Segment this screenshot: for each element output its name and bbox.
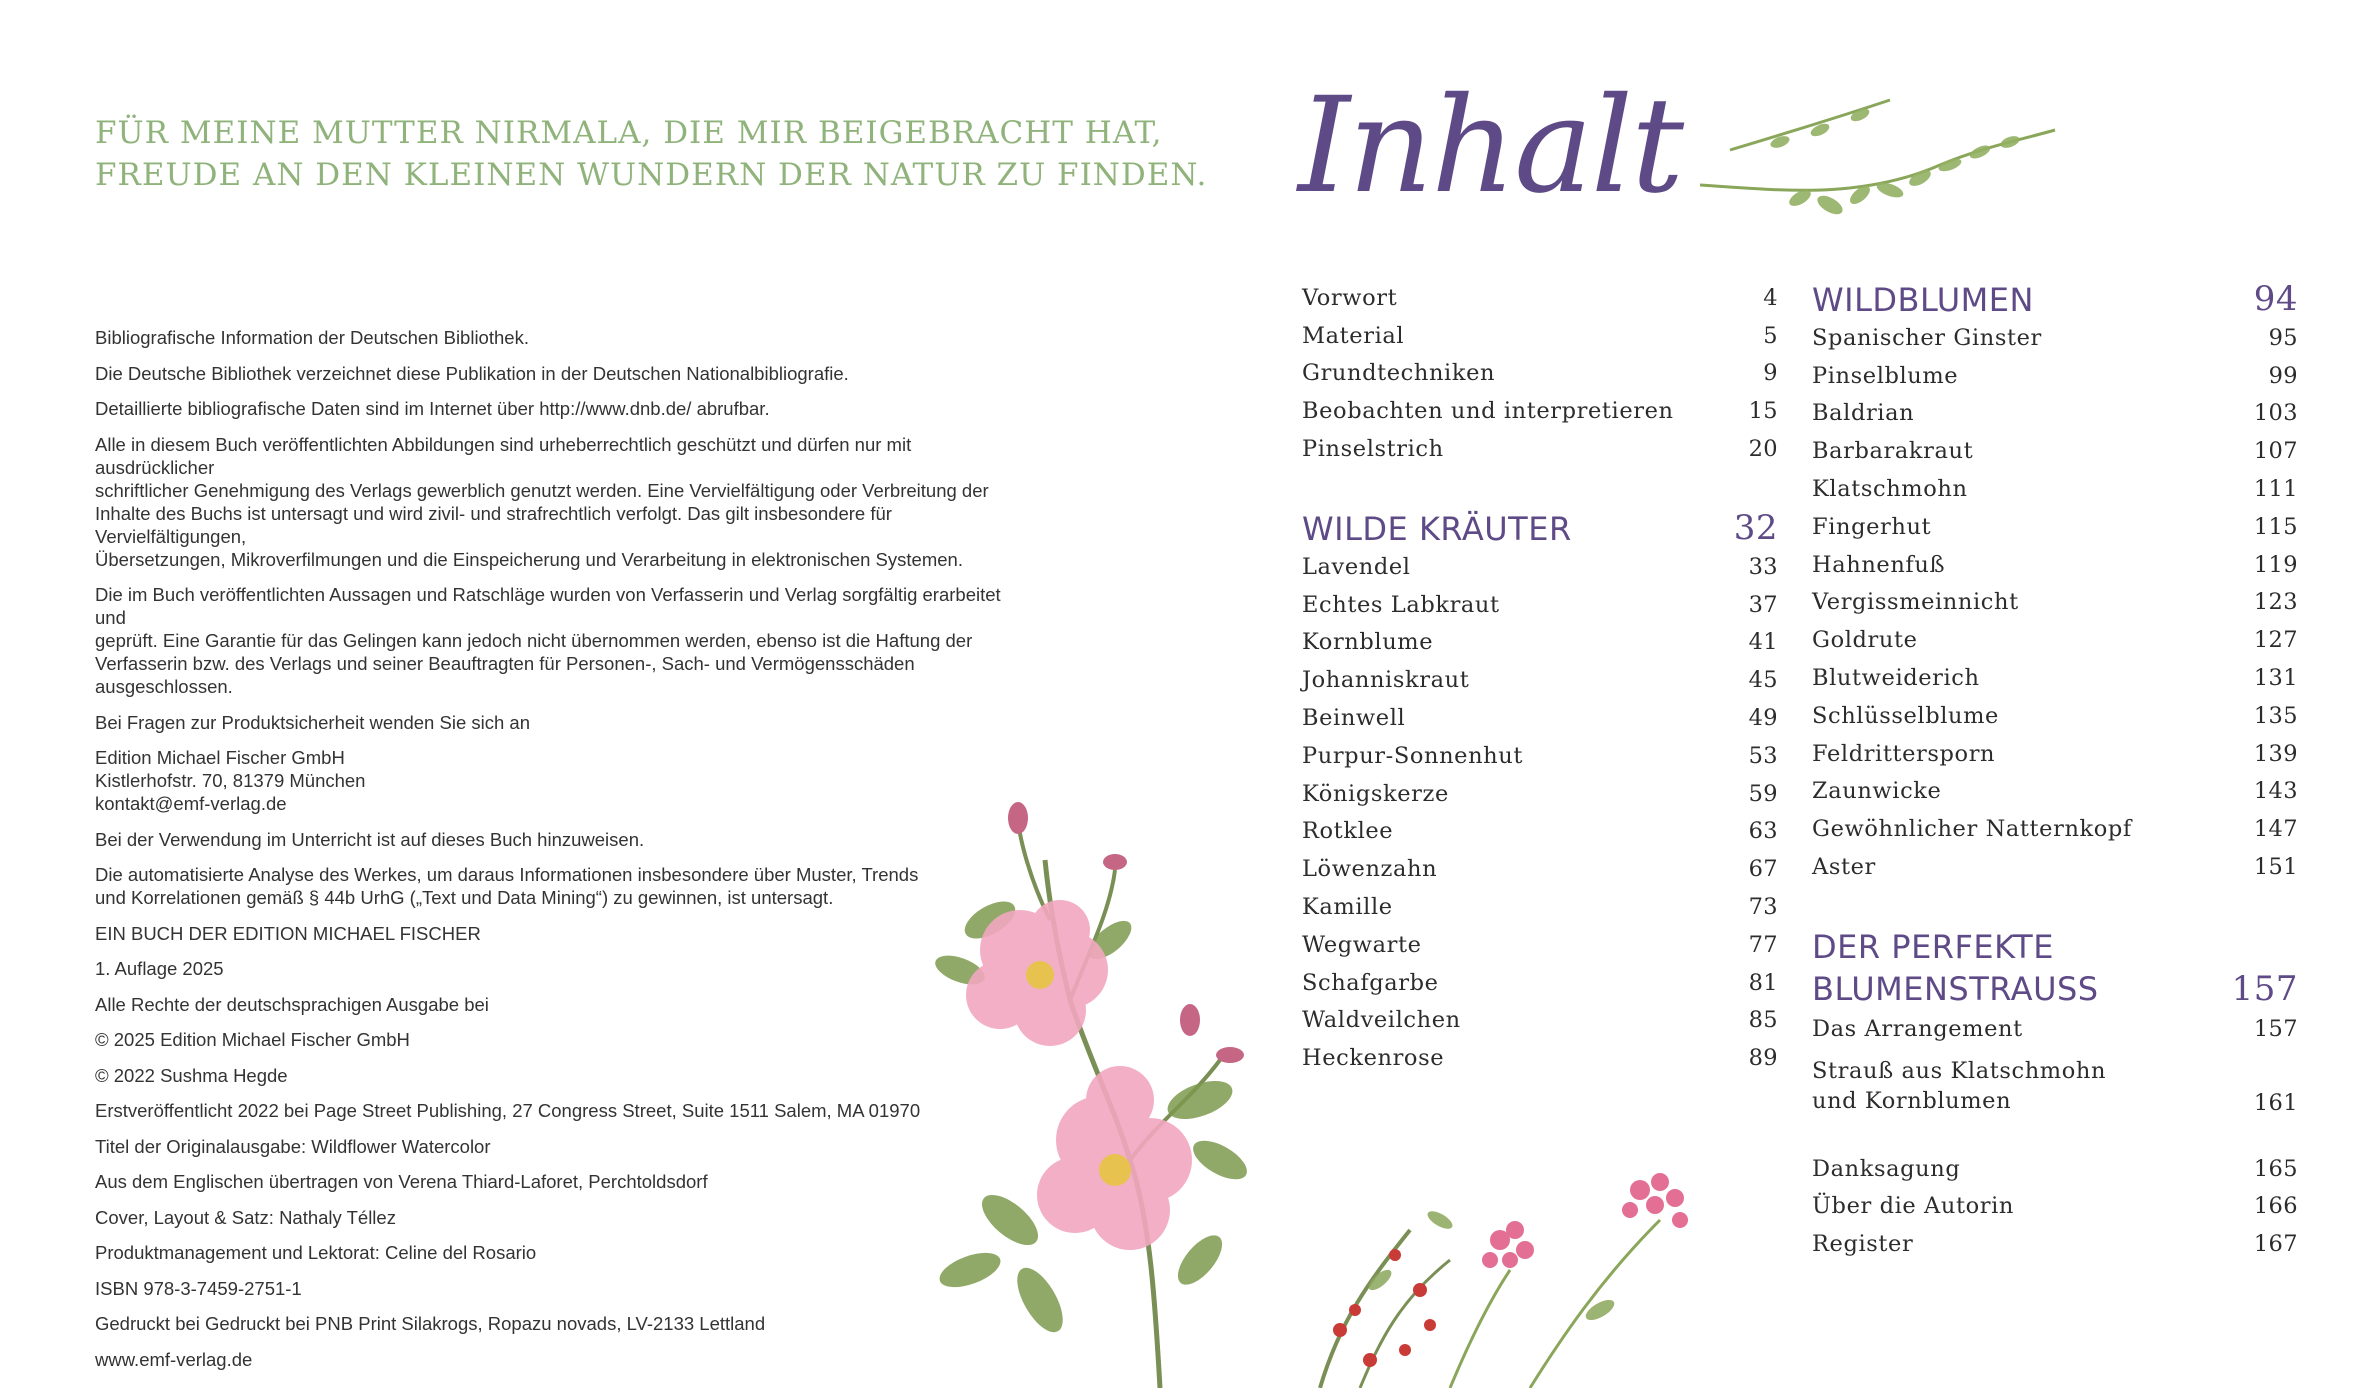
toc-entry-page: 165 — [2253, 1155, 2298, 1182]
toc-entry[interactable] — [1302, 1039, 1778, 1077]
section-title-line-1: DER PERFEKTE — [1812, 927, 2054, 966]
toc-entry-page: 81 — [1748, 969, 1778, 996]
toc-entry[interactable] — [1302, 1002, 1778, 1040]
imprint-paragraph: Alle in diesem Buch veröffentlichten Abbildungen sind urheberrechtlich geschützt und dürfen nur mit ausdrücklicher schriftlicher Genehmigung des Verlags gewerblich genutzt werden. Eine Vervielfältigung oder Verbreitung der Inhalte des Buchs ist untersagt und wird zivil- und strafrechtlich verfolgt. Das gilt insbesondere für Vervielfältigungen, Übersetzungen, Mikroverfilmungen und die Einspeicherung und Verarbeitung in elektronischen Systemen. — [95, 433, 989, 570]
toc-entry-title: Vergissmeinnicht — [1812, 589, 2019, 616]
toc-entry-title: Johanniskraut — [1302, 667, 1470, 694]
toc-title: Inhalt — [1298, 69, 1683, 223]
toc-entry-page: 20 — [1748, 436, 1778, 463]
toc-entry[interactable] — [1812, 697, 2298, 735]
toc-entry-title: Spanischer Ginster — [1812, 324, 2042, 351]
toc-entry[interactable] — [1812, 395, 2298, 433]
toc-entry[interactable] — [1812, 1188, 2298, 1226]
toc-entry[interactable] — [1302, 430, 1778, 468]
toc-entry-title: Register — [1812, 1231, 1914, 1258]
toc-entry-title: Barbarakraut — [1812, 438, 1974, 465]
toc-entry-page: 119 — [2253, 551, 2298, 578]
toc-entry-title: Vorwort — [1302, 284, 1398, 311]
toc-entry[interactable] — [1812, 357, 2298, 395]
toc-entry-page: 167 — [2253, 1231, 2298, 1258]
toc-entry-title: Beinwell — [1302, 705, 1406, 732]
toc-entry[interactable] — [1302, 699, 1778, 737]
toc-entry-page: 85 — [1748, 1007, 1778, 1034]
toc-entry-page: 33 — [1748, 553, 1778, 580]
dedication-line-2: FREUDE AN DEN KLEINEN WUNDERN DER NATUR ZU FINDEN. — [95, 157, 1208, 193]
toc-entry[interactable] — [1302, 392, 1778, 430]
toc-entry-page: 123 — [2253, 589, 2298, 616]
toc-column-right — [1812, 279, 2298, 1263]
imprint-paragraph: Bei der Verwendung im Unterricht ist auf dieses Buch hinzuweisen. — [95, 828, 645, 850]
toc-entry-title: Hahnenfuß — [1812, 551, 1946, 578]
toc-entry-page: 41 — [1748, 629, 1778, 656]
imprint-paragraph: Alle Rechte der deutschsprachigen Ausgabe bei — [95, 993, 489, 1015]
toc-entry[interactable] — [1302, 888, 1778, 926]
toc-entry-title: Strauß aus Klatschmohn und Kornblumen — [1812, 1057, 2107, 1114]
imprint-paragraph: Produktmanagement und Lektorat: Celine del Rosario — [95, 1242, 537, 1263]
toc-intro-list — [1302, 279, 1778, 468]
imprint-paragraph: Titel der Originalausgabe: Wildflower Watercolor — [95, 1135, 491, 1157]
section-page: 32 — [1733, 507, 1778, 548]
dedication — [95, 112, 1208, 196]
toc-entry-title: Pinselblume — [1812, 362, 1959, 389]
toc-entry-title: Klatschmohn — [1812, 476, 1968, 503]
wild-rose-illustration — [900, 800, 1280, 1388]
toc-entry[interactable] — [1302, 624, 1778, 662]
toc-section-wildblumen[interactable] — [1812, 279, 2298, 319]
toc-entry-title: Schafgarbe — [1302, 969, 1439, 996]
imprint-paragraph: www.emf-verlag.de — [95, 1348, 253, 1370]
toc-entry-title: Waldveilchen — [1302, 1007, 1461, 1034]
toc-entry-page: 115 — [2253, 513, 2298, 540]
toc-entry-title: Beobachten und interpretieren — [1302, 398, 1674, 425]
imprint-paragraph: Die Deutsche Bibliothek verzeichnet diese Publikation in der Deutschen Nationalbibliografie. — [95, 362, 849, 384]
toc-section-wilde-kraeuter[interactable] — [1302, 508, 1778, 548]
toc-wildblumen-list — [1812, 319, 2298, 886]
imprint-paragraph: © 2022 Sushma Hegde — [95, 1064, 288, 1086]
toc-entry-title: Danksagung — [1812, 1155, 1961, 1182]
section-title-wrap — [1812, 926, 2099, 1010]
toc-entry[interactable] — [1812, 584, 2298, 622]
imprint-paragraph: ISBN 978-3-7459-2751-1 — [95, 1277, 302, 1299]
toc-entry-page: 166 — [2253, 1193, 2298, 1220]
toc-entry-title: Kornblume — [1302, 629, 1434, 656]
toc-entry-title: Blutweiderich — [1812, 665, 1980, 692]
toc-entry[interactable] — [1302, 586, 1778, 624]
toc-entry-title: Königskerze — [1302, 780, 1449, 807]
toc-entry[interactable] — [1302, 737, 1778, 775]
toc-entry-page: 5 — [1763, 322, 1778, 349]
toc-entry[interactable] — [1302, 661, 1778, 699]
toc-entry-page: 49 — [1748, 705, 1778, 732]
toc-entry-title: Heckenrose — [1302, 1045, 1445, 1072]
imprint-paragraph: Edition Michael Fischer GmbH Kistlerhofstr. 70, 81379 München kontakt@emf-verlag.de — [95, 747, 366, 814]
toc-entry[interactable] — [1302, 964, 1778, 1002]
toc-entry-title: Das Arrangement — [1812, 1015, 2023, 1042]
berry-flower-illustration — [1300, 1160, 1750, 1388]
toc-entry[interactable] — [1302, 355, 1778, 393]
toc-entry-page: 139 — [2253, 740, 2298, 767]
toc-entry-title: Lavendel — [1302, 553, 1411, 580]
toc-entry-page: 63 — [1748, 818, 1778, 845]
toc-entry-page: 37 — [1748, 591, 1778, 618]
toc-entry-page: 157 — [2253, 1015, 2298, 1042]
toc-entry[interactable] — [1302, 548, 1778, 586]
toc-entry-title: Über die Autorin — [1812, 1193, 2015, 1220]
section-title-line-2: BLUMENSTRAUSS — [1812, 969, 2099, 1008]
section-page: 94 — [2253, 279, 2298, 319]
imprint-block — [95, 326, 1035, 1383]
toc-section-blumenstrauss[interactable] — [1812, 926, 2298, 1010]
toc-entry[interactable] — [1812, 810, 2298, 848]
imprint-paragraph: Bibliografische Information der Deutschen Bibliothek. — [95, 327, 529, 348]
toc-entry-page: 107 — [2253, 438, 2298, 465]
toc-entry[interactable] — [1812, 1010, 2298, 1048]
toc-entry-title: Echtes Labkraut — [1302, 591, 1500, 618]
section-title: WILDE KRÄUTER — [1302, 509, 1572, 548]
toc-entry-page: 77 — [1748, 931, 1778, 958]
imprint-paragraph: Bei Fragen zur Produktsicherheit wenden Sie sich an — [95, 711, 530, 733]
section-title: WILDBLUMEN — [1812, 281, 2034, 319]
toc-entry[interactable] — [1302, 317, 1778, 355]
toc-entry[interactable] — [1812, 621, 2298, 659]
toc-entry-page: 59 — [1748, 780, 1778, 807]
toc-entry[interactable] — [1302, 279, 1778, 317]
toc-entry[interactable] — [1812, 470, 2298, 508]
dedication-line-1: FÜR MEINE MUTTER NIRMALA, DIE MIR BEIGEBRACHT HAT, — [95, 115, 1163, 151]
toc-entry-page: 131 — [2253, 665, 2298, 692]
toc-entry[interactable] — [1812, 319, 2298, 357]
toc-entry-title: Goldrute — [1812, 627, 1918, 654]
toc-entry-page: 127 — [2253, 627, 2298, 654]
toc-entry[interactable] — [1812, 773, 2298, 811]
section-page: 157 — [2231, 968, 2298, 1009]
toc-entry-page: 73 — [1748, 894, 1778, 921]
toc-entry-page: 161 — [2253, 1089, 2298, 1116]
toc-entry-title: Löwenzahn — [1302, 856, 1438, 883]
toc-entry-title: Grundtechniken — [1302, 360, 1496, 387]
toc-entry-title: Baldrian — [1812, 400, 1915, 427]
toc-entry-page: 89 — [1748, 1045, 1778, 1072]
toc-entry-page: 67 — [1748, 856, 1778, 883]
toc-entry-page: 9 — [1763, 360, 1778, 387]
imprint-paragraph: Aus dem Englischen übertragen von Verena Thiard-Laforet, Perchtoldsdorf — [95, 1171, 708, 1192]
toc-entry[interactable] — [1812, 735, 2298, 773]
toc-entry-page: 4 — [1763, 284, 1778, 311]
toc-entry-page: 143 — [2253, 778, 2298, 805]
toc-entry-title: Rotklee — [1302, 818, 1394, 845]
toc-blumenstrauss-list — [1812, 1010, 2298, 1120]
imprint-paragraph: Gedruckt bei Gedruckt bei PNB Print Silakrogs, Ropazu novads, LV-2133 Lettland — [95, 1313, 766, 1334]
toc-entry-title: Kamille — [1302, 894, 1393, 921]
toc-column-left — [1302, 279, 1778, 1077]
green-sprig-illustration — [1700, 90, 2060, 240]
toc-entry[interactable] — [1302, 850, 1778, 888]
imprint-paragraph: Die automatisierte Analyse des Werkes, um daraus Informationen insbesondere über Muster, Trends und Korrelationen gemäß § 44b UrhG („Text und Data Mining“) zu gewinnen, ist untersagt. — [95, 864, 919, 908]
toc-entry[interactable] — [1302, 775, 1778, 813]
toc-entry[interactable] — [1812, 1150, 2298, 1188]
toc-entry-page: 151 — [2253, 854, 2298, 881]
toc-entry[interactable] — [1812, 1048, 2298, 1120]
imprint-paragraph: Cover, Layout & Satz: Nathaly Téllez — [95, 1206, 396, 1228]
toc-wilde-kraeuter-list — [1302, 548, 1778, 1077]
toc-entry[interactable] — [1302, 926, 1778, 964]
toc-entry-title: Feldrittersporn — [1812, 740, 1996, 767]
toc-entry-title: Zaunwicke — [1812, 778, 1942, 805]
toc-entry[interactable] — [1812, 848, 2298, 886]
imprint-paragraph: Detaillierte bibliografische Daten sind im Internet über http://www.dnb.de/ abrufbar. — [95, 398, 770, 419]
toc-entry-page: 103 — [2253, 400, 2298, 427]
imprint-paragraph: Erstveröffentlicht 2022 bei Page Street Publishing, 27 Congress Street, Suite 1511 Salem, MA 01970 — [95, 1100, 921, 1121]
imprint-paragraph: EIN BUCH DER EDITION MICHAEL FISCHER — [95, 922, 481, 944]
toc-entry-page: 111 — [2253, 476, 2298, 503]
imprint-paragraph: Die im Buch veröffentlichten Aussagen und Ratschläge wurden von Verfasserin und Verlag sorgfältig erarbeitet und geprüft. Eine Garantie für das Gelingen kann jedoch nicht übernommen werden, ebenso ist die Haftung der Verfasserin bzw. des Verlags und seiner Beauftragten für Personen-, Sach- und Vermögensschäden ausgeschlossen. — [95, 584, 1001, 697]
toc-entry-page: 99 — [2268, 362, 2298, 389]
toc-entry-page: 147 — [2253, 816, 2298, 843]
toc-entry-page: 53 — [1748, 742, 1778, 769]
toc-entry-title: Material — [1302, 322, 1405, 349]
toc-entry-page: 15 — [1748, 398, 1778, 425]
toc-entry-page: 135 — [2253, 702, 2298, 729]
toc-entry[interactable] — [1812, 508, 2298, 546]
toc-entry[interactable] — [1302, 813, 1778, 851]
toc-entry[interactable] — [1812, 659, 2298, 697]
toc-entry[interactable] — [1812, 1225, 2298, 1263]
toc-outro-list — [1812, 1150, 2298, 1263]
toc-entry-title: Fingerhut — [1812, 513, 1932, 540]
toc-entry-title: Pinselstrich — [1302, 436, 1444, 463]
imprint-paragraph: 1. Auflage 2025 — [95, 958, 224, 979]
toc-entry-page: 45 — [1748, 667, 1778, 694]
toc-entry-page: 95 — [2268, 324, 2298, 351]
toc-entry-title: Purpur-Sonnenhut — [1302, 742, 1524, 769]
toc-entry[interactable] — [1812, 432, 2298, 470]
toc-entry-title: Wegwarte — [1302, 931, 1422, 958]
toc-entry-title: Aster — [1812, 854, 1876, 881]
toc-entry[interactable] — [1812, 546, 2298, 584]
toc-entry-title: Gewöhnlicher Natternkopf — [1812, 816, 2132, 843]
imprint-paragraph: © 2025 Edition Michael Fischer GmbH — [95, 1029, 410, 1050]
toc-entry-title: Schlüsselblume — [1812, 702, 1999, 729]
